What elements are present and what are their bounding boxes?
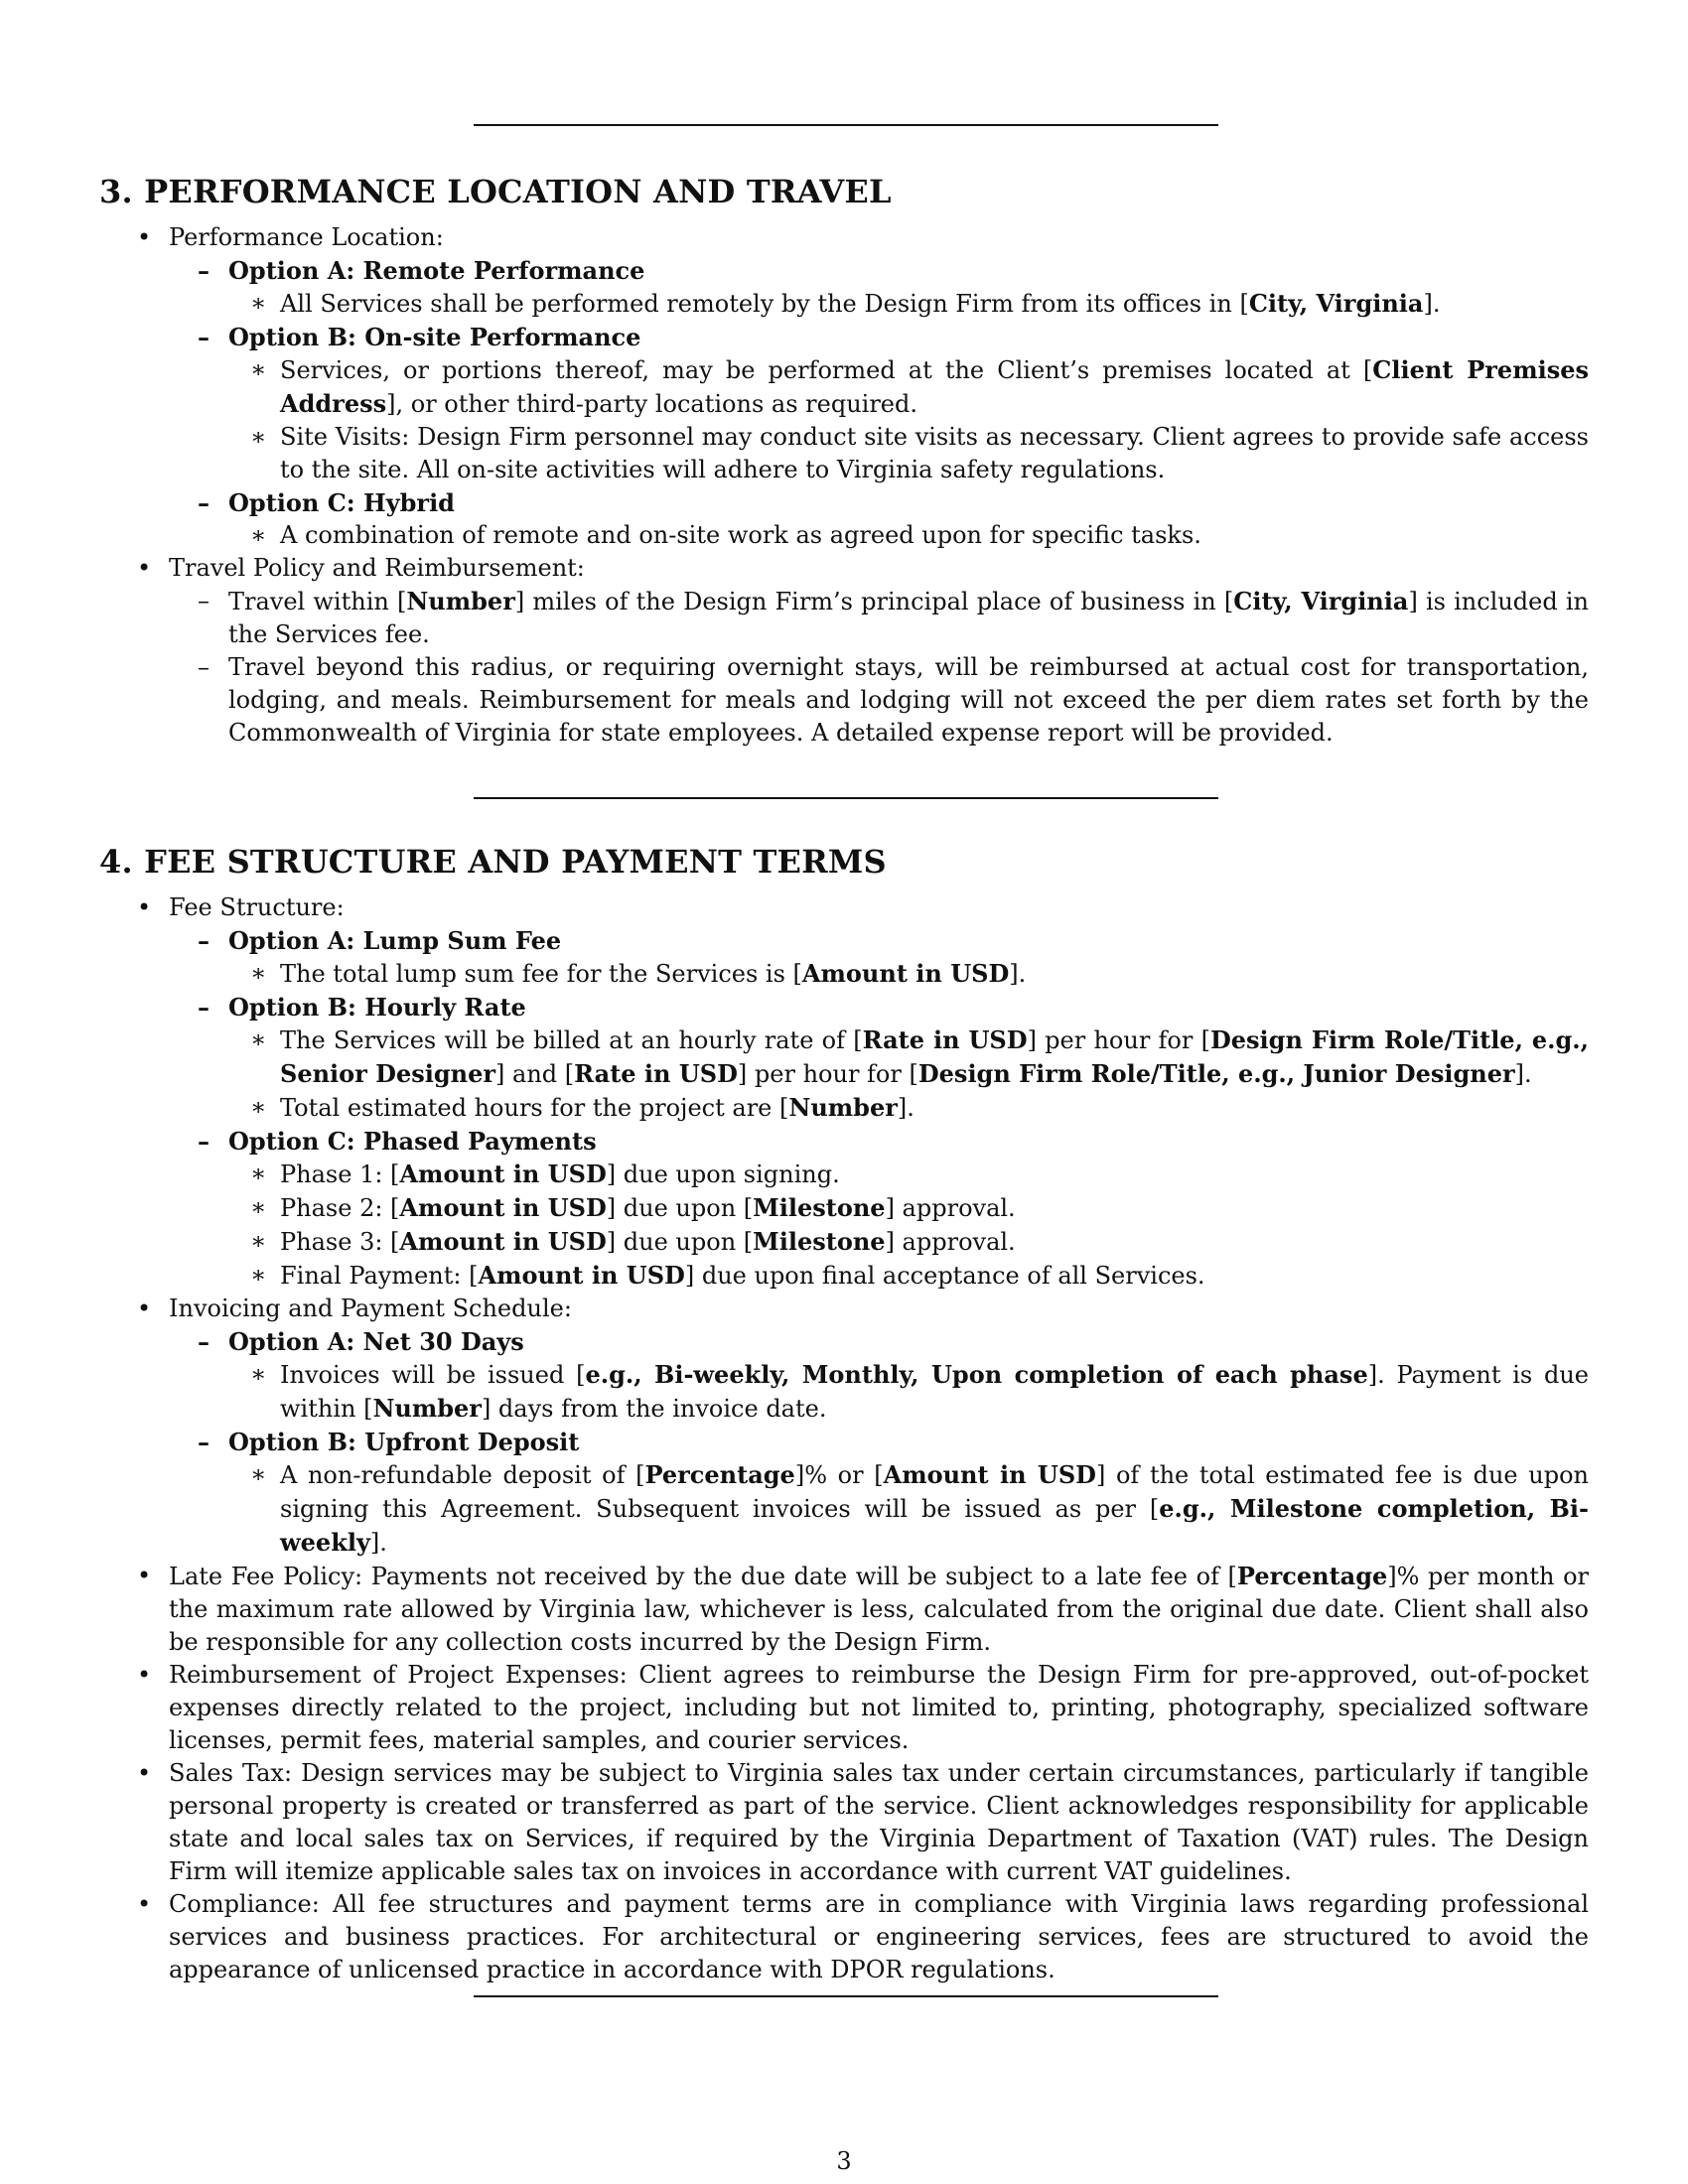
bullet-icon: • bbox=[137, 1295, 152, 1322]
bullet-icon: • bbox=[137, 1890, 152, 1918]
asterisk-icon: ∗ bbox=[250, 423, 267, 451]
list-item bbox=[99, 891, 1589, 924]
invoice-option-a-title: Option A: Net 30 Days bbox=[228, 1327, 524, 1356]
list-item bbox=[99, 1358, 1589, 1426]
text-run: ] due upon [ bbox=[606, 1194, 754, 1222]
list-item bbox=[99, 1024, 1589, 1091]
list-item bbox=[99, 1091, 1589, 1125]
fee-option-a-title: Option A: Lump Sum Fee bbox=[228, 926, 562, 955]
text-run: ] days from the invoice date. bbox=[481, 1395, 827, 1423]
placeholder-field: Design Firm Role/Title, e.g., Junior Designer bbox=[917, 1059, 1515, 1088]
dash-icon: – bbox=[198, 256, 210, 285]
text-run: ] of the total estimated fee is due upon signing this Agreement. Subsequent invoices will be issued as per [ bbox=[280, 1461, 1589, 1523]
list-item bbox=[99, 519, 1589, 552]
asterisk-icon: ∗ bbox=[250, 1025, 267, 1053]
list-item bbox=[99, 1426, 1589, 1458]
list-item bbox=[99, 1659, 1589, 1757]
text-run: Invoices will be issued [ bbox=[280, 1361, 586, 1389]
text-run: ]. bbox=[369, 1529, 387, 1557]
text-run: ] miles of the Design Firm’s principal place of business in [ bbox=[514, 588, 1234, 615]
bullet-icon: • bbox=[137, 223, 152, 251]
text-run: The total lump sum fee for the Services is [ bbox=[280, 960, 802, 988]
list-item bbox=[99, 1259, 1589, 1293]
text-run: Travel within [ bbox=[228, 588, 407, 615]
list-item bbox=[99, 353, 1589, 421]
placeholder-field: Rate in USD bbox=[574, 1059, 738, 1088]
text-run: ] per hour for [ bbox=[1027, 1026, 1210, 1054]
placeholder-field: City, Virginia bbox=[1233, 587, 1409, 615]
placeholder-field: Percentage bbox=[644, 1460, 795, 1489]
text-run: Site Visits: Design Firm personnel may conduct site visits as necessary. Client agrees to provide safe access to the site. All on-site activities will adhere to Virginia safety regulations. bbox=[280, 423, 1589, 483]
list-item bbox=[99, 1325, 1589, 1358]
list-item bbox=[99, 221, 1589, 254]
option-a-title: Option A: Remote Performance bbox=[228, 256, 645, 285]
text-run: ]% or [ bbox=[794, 1461, 884, 1489]
fee-structure-label: Fee Structure: bbox=[169, 893, 345, 921]
section-3-content bbox=[99, 221, 1589, 750]
top-divider bbox=[474, 124, 1218, 126]
bullet-icon: • bbox=[137, 1661, 152, 1689]
asterisk-icon: ∗ bbox=[250, 1160, 267, 1187]
text-run: ]. bbox=[897, 1094, 914, 1122]
placeholder-field: Milestone bbox=[753, 1227, 886, 1256]
travel-heading: Travel Policy and Reimbursement: bbox=[169, 554, 585, 582]
text-run: ]% per month or the maximum rate allowed by Virginia law, whichever is less, calculated from the original due date. Client shall also be responsible for any collection costs incurred by the Design Firm. bbox=[169, 1563, 1589, 1656]
compliance-text: Compliance: All fee structures and payment terms are in compliance with Virginia laws regarding professional services and business practices. For architectural or engineering services, fees are structured to avoid the appearance of unlicensed practice in accordance with DPOR regulations. bbox=[169, 1890, 1589, 1983]
list-item bbox=[99, 486, 1589, 519]
asterisk-icon: ∗ bbox=[250, 959, 267, 987]
list-item bbox=[99, 287, 1589, 321]
text-run: ] per hour for [ bbox=[737, 1060, 918, 1088]
text-run: The Services will be billed at an hourly rate of [ bbox=[280, 1026, 863, 1054]
placeholder-field: Amount in USD bbox=[478, 1261, 685, 1290]
placeholder-field: Amount in USD bbox=[801, 959, 1010, 988]
text-run: ] and [ bbox=[495, 1060, 575, 1088]
section-3-title: 3. PERFORMANCE LOCATION AND TRAVEL bbox=[99, 173, 892, 210]
list-item bbox=[99, 1560, 1589, 1659]
list-item bbox=[99, 321, 1589, 353]
section-4 bbox=[99, 842, 1589, 1986]
fee-option-b-title: Option B: Hourly Rate bbox=[228, 993, 526, 1022]
list-item bbox=[99, 651, 1589, 750]
text-run: ], or other third-party locations as required. bbox=[386, 390, 917, 418]
list-item bbox=[99, 957, 1589, 991]
list-item bbox=[99, 1293, 1589, 1325]
page-number: 3 bbox=[836, 2147, 852, 2175]
placeholder-field: Number bbox=[788, 1093, 898, 1122]
middle-divider bbox=[474, 797, 1218, 799]
text-run: Travel beyond this radius, or requiring overnight stays, will be reimbursed at actual cost for transportation, lodging, and meals. Reimbursement for meals and lodging will not exceed the per diem rates set forth by the Commonwealth of Virginia for state employees. A detailed expense report will be provided. bbox=[228, 653, 1589, 747]
text-run: ] approval. bbox=[885, 1194, 1016, 1222]
dash-icon: – bbox=[198, 323, 210, 351]
asterisk-icon: ∗ bbox=[250, 1227, 267, 1255]
asterisk-icon: ∗ bbox=[250, 1093, 267, 1121]
dash-icon: – bbox=[198, 653, 210, 681]
fee-option-c-title: Option C: Phased Payments bbox=[228, 1127, 597, 1156]
list-item bbox=[99, 1888, 1589, 1986]
section-4-content bbox=[99, 891, 1589, 1986]
placeholder-field: e.g., Milestone completion, Bi-weekly bbox=[280, 1494, 1590, 1557]
list-item bbox=[99, 585, 1589, 651]
list-item bbox=[99, 991, 1589, 1024]
text-run: ]. bbox=[1009, 960, 1027, 988]
placeholder-field: Milestone bbox=[753, 1193, 886, 1222]
dash-icon: – bbox=[198, 1428, 210, 1456]
placeholder-field: Number bbox=[406, 587, 515, 615]
dash-icon: – bbox=[198, 488, 210, 517]
placeholder-field: e.g., Bi-weekly, Monthly, Upon completion of each phase bbox=[585, 1360, 1368, 1389]
text-run: ] due upon final acceptance of all Services. bbox=[684, 1262, 1205, 1290]
list-item bbox=[99, 1191, 1589, 1225]
dash-icon: – bbox=[198, 993, 210, 1022]
text-run: ] due upon signing. bbox=[606, 1160, 840, 1188]
sales-tax-text: Sales Tax: Design services may be subject to Virginia sales tax under certain circumstances, particularly if tangible personal property is created or transferred as part of the service. Client acknowledges responsibility for applicable state and local sales tax on Services, if required by the Virginia Department of Taxation (VAT) rules. The Design Firm will itemize applicable sales tax on invoices in accordance with current VAT guidelines. bbox=[169, 1759, 1589, 1885]
invoice-option-b-title: Option B: Upfront Deposit bbox=[228, 1428, 580, 1456]
text-run: Phase 3: [ bbox=[280, 1228, 400, 1256]
text-run: ] is included in the Services fee. bbox=[228, 588, 1590, 648]
text-run: Services, or portions thereof, may be performed at the Client’s premises located at [ bbox=[280, 356, 1373, 384]
text-run: ] due upon [ bbox=[606, 1228, 754, 1256]
text-run: All Services shall be performed remotely by the Design Firm from its offices in [ bbox=[280, 290, 1249, 318]
text-run: A non-refundable deposit of [ bbox=[280, 1461, 645, 1489]
text-run: Final Payment: [ bbox=[280, 1262, 479, 1290]
asterisk-icon: ∗ bbox=[250, 1193, 267, 1221]
placeholder-field: Client Premises Address bbox=[280, 355, 1590, 418]
placeholder-field: Number bbox=[372, 1394, 482, 1423]
list-item bbox=[99, 1458, 1589, 1560]
bottom-divider bbox=[474, 1995, 1218, 1997]
text-run: A combination of remote and on-site work as agreed upon for specific tasks. bbox=[280, 521, 1201, 549]
asterisk-icon: ∗ bbox=[250, 289, 267, 317]
placeholder-field: Amount in USD bbox=[399, 1227, 607, 1256]
placeholder-field: Amount in USD bbox=[883, 1460, 1096, 1489]
asterisk-icon: ∗ bbox=[250, 521, 267, 549]
bullet-icon: • bbox=[137, 893, 152, 921]
invoicing-heading: Invoicing and Payment Schedule: bbox=[169, 1295, 572, 1322]
list-item bbox=[99, 552, 1589, 585]
placeholder-field: Percentage bbox=[1236, 1562, 1388, 1590]
placeholder-field: City, Virginia bbox=[1248, 289, 1424, 318]
bullet-icon: • bbox=[137, 1759, 152, 1787]
text-run: Phase 2: [ bbox=[280, 1194, 400, 1222]
list-item bbox=[99, 254, 1589, 287]
dash-icon: – bbox=[198, 587, 210, 614]
text-run: Late Fee Policy: Payments not received by the due date will be subject to a late fee of [ bbox=[169, 1563, 1237, 1590]
dash-icon: – bbox=[198, 1327, 210, 1356]
placeholder-field: Rate in USD bbox=[862, 1025, 1028, 1054]
list-item bbox=[99, 1225, 1589, 1259]
text-run: Total estimated hours for the project are [ bbox=[280, 1094, 789, 1122]
asterisk-icon: ∗ bbox=[250, 1261, 267, 1289]
dash-icon: – bbox=[198, 1127, 210, 1156]
asterisk-icon: ∗ bbox=[250, 1460, 267, 1488]
section-4-title: 4. FEE STRUCTURE AND PAYMENT TERMS bbox=[99, 843, 887, 881]
option-c-title: Option C: Hybrid bbox=[228, 488, 455, 517]
text-run: ]. bbox=[1514, 1060, 1532, 1088]
list-item bbox=[99, 924, 1589, 957]
section-3 bbox=[99, 172, 1589, 750]
option-b-title: Option B: On-site Performance bbox=[228, 323, 641, 351]
bullet-icon: • bbox=[137, 1562, 152, 1589]
list-item bbox=[99, 421, 1589, 486]
asterisk-icon: ∗ bbox=[250, 355, 267, 383]
list-item bbox=[99, 1125, 1589, 1158]
placeholder-field: Design Firm Role/Title, e.g., Senior Designer bbox=[280, 1025, 1590, 1088]
list-item bbox=[99, 1757, 1589, 1888]
document-page bbox=[99, 0, 1589, 2184]
performance-location-label: Performance Location: bbox=[169, 223, 444, 251]
bullet-icon: • bbox=[137, 554, 152, 582]
asterisk-icon: ∗ bbox=[250, 1360, 267, 1388]
text-run: ] approval. bbox=[885, 1228, 1016, 1256]
text-run: ]. Payment is due within [ bbox=[280, 1361, 1589, 1423]
placeholder-field: Amount in USD bbox=[399, 1160, 607, 1188]
text-run: Phase 1: [ bbox=[280, 1160, 400, 1188]
reimbursement-text: Reimbursement of Project Expenses: Client agrees to reimburse the Design Firm for pre-approved, out-of-pocket expenses directly related to the project, including but not limited to, printing, photography, specialized software licenses, permit fees, material samples, and courier services. bbox=[169, 1661, 1589, 1754]
placeholder-field: Amount in USD bbox=[399, 1193, 607, 1222]
list-item bbox=[99, 1158, 1589, 1191]
text-run: ]. bbox=[1423, 290, 1441, 318]
dash-icon: – bbox=[198, 926, 210, 955]
